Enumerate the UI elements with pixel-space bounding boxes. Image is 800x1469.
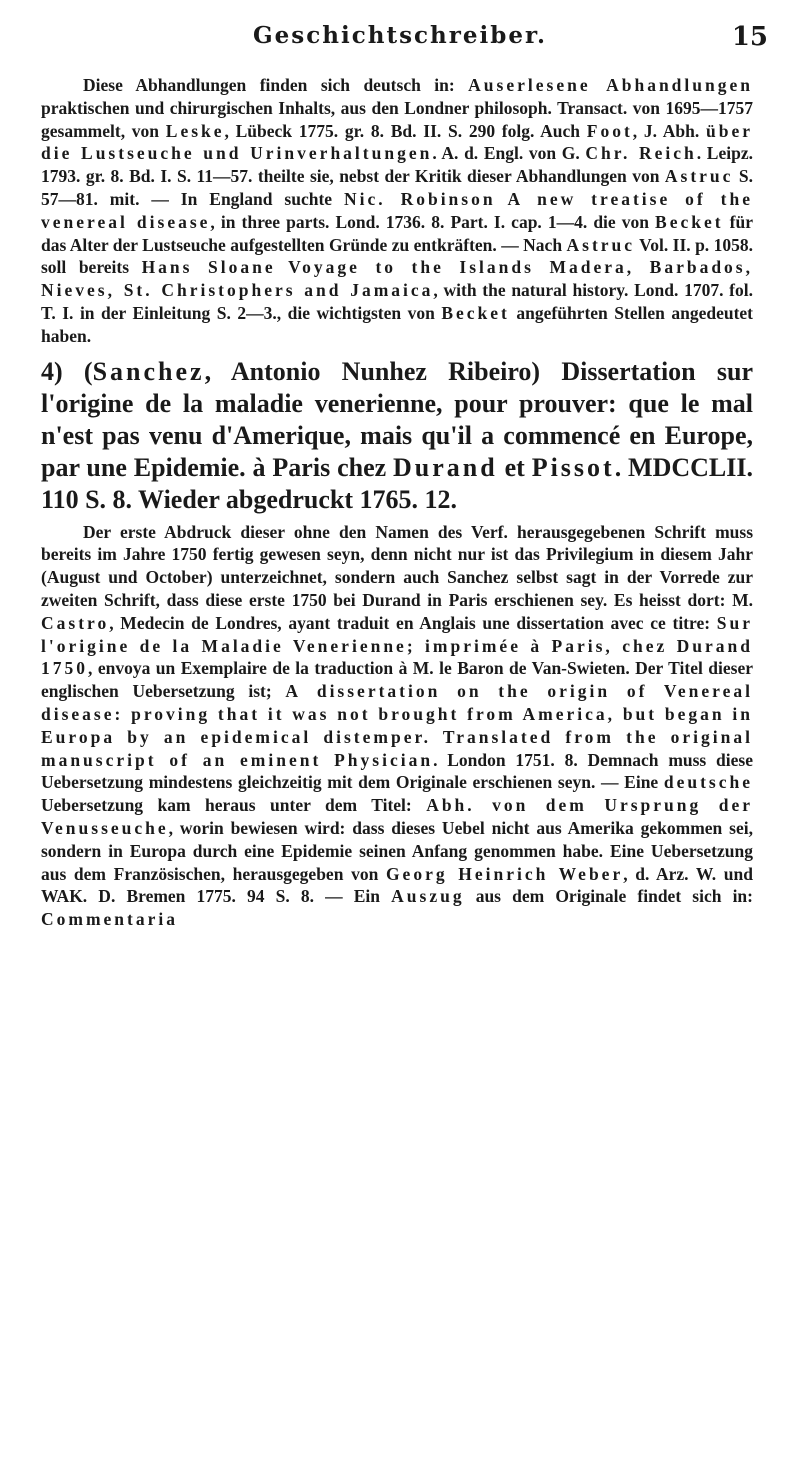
- spaced-text: über die Lustseuche und Urinverhaltungen: [41, 120, 753, 164]
- spaced-text: Pissot: [531, 452, 615, 482]
- spaced-text: A dissertation on the origin of Venereal disease: proving that it was not brought from America, but began in Europa by an epidemical distemper. Translated from the original manuscript of an eminent Physician: [41, 681, 753, 770]
- entry-title-sanchez: [41, 356, 753, 516]
- spaced-text: Georg Heinrich Weber: [385, 863, 624, 884]
- page-header: [0, 22, 800, 62]
- text-run: [276, 257, 289, 277]
- text-run: aus dem Originale findet sich in:: [464, 886, 753, 907]
- text-run: , worin bewiesen wird: dass dieses Uebel nicht aus Amerika gekommen sei, sondern in Europa durch eine Epidemie seinen Anfang genommen habe. Eine Uebersetzung aus dem Französischen, herausgegeben von: [41, 817, 753, 884]
- spaced-text: Hans Sloane: [141, 257, 276, 278]
- paragraph-abhandlungen: [41, 74, 753, 348]
- paragraph-erster-abdruck: [41, 521, 753, 931]
- text-run: Diese Abhandlungen finden sich deutsch in:: [83, 75, 469, 95]
- spaced-text: Astruc: [566, 234, 636, 255]
- text-run: , J. Abh.: [632, 120, 706, 141]
- spaced-text: deutsche: [663, 772, 753, 793]
- spaced-text: Foot: [586, 120, 633, 141]
- text-run: Uebersetzung kam heraus unter dem Titel:: [41, 795, 427, 816]
- text-run: , envoya un Exemplaire de la traduction à M. le Baron de Van-Swieten. Der Titel dieser englischen Uebersetzung ist;: [41, 658, 753, 702]
- text-run: Vol. II. p. 1058. soll bereits: [41, 234, 753, 278]
- text-run: Der erste Abdruck dieser ohne den Namen des Verf. herausgegebenen Schrift muss bereits im Jahre 1750 fertig gewesen seyn, denn nicht nur ist das Privilegium in diesem Jahr (August und October) unterzeichnet, sondern auch Sanchez selbst sagt in der Vorrede zur zweiten Schrift, dass diese erste 1750 bei Durand in Paris erschienen sey. Es heisst dort: M.: [41, 521, 753, 610]
- spaced-text: A new treatise of the venereal disease: [41, 188, 754, 232]
- text-run: , with the natural history. Lond. 1707. fol. T. I. in der Einleitung S. 2—3., die wichtigsten von: [41, 280, 753, 323]
- running-title: Geschichtschreiber.: [253, 22, 547, 49]
- text-run: praktischen und chirurgischen Inhalts, aus den Londner philosoph. Transact. von 1695—1757 gesammelt, von: [41, 97, 753, 141]
- text-run: . Leipz. 1793. gr. 8. Bd. I. S. 11—57. theilte sie, nebst der Kritik dieser Abhandlungen von: [41, 143, 753, 187]
- text-run: , Antonio Nunhez Ribeiro) Dissertation sur l'origine de la maladie venerienne, pour prouver: que le mal n'est pas venu d'Amerique, mais qu'il a commencé en Europe, par une Epidemie. à Paris chez: [41, 356, 753, 482]
- text-run: , in three parts. Lond. 1736. 8. Part. I. cap. 1—4. die von: [210, 211, 656, 232]
- text-run: angeführten Stellen angedeutet haben.: [41, 302, 753, 346]
- text-run: . A. d. Engl. von G.: [432, 143, 586, 164]
- text-run: S. 57—81. mit. — In England suchte: [41, 166, 753, 209]
- spaced-text: Auszug: [391, 886, 465, 907]
- spaced-text: Castro: [41, 612, 110, 633]
- spaced-text: Chr. Reich: [585, 143, 697, 164]
- text-run: . London 1751. 8. Demnach muss diese Uebersetzung mindestens gleichzeitig mit dem Originale erschienen seyn. — Eine: [41, 749, 753, 793]
- text-run: , Medecin de Londres, ayant traduit en Anglais une dissertation avec ce titre:: [109, 612, 717, 633]
- spaced-text: Leske: [165, 120, 225, 141]
- text-run: et: [497, 452, 532, 482]
- text-run: für das Alter der Lustseuche aufgestellten Gründe zu entkräften. — Nach: [41, 211, 753, 255]
- spaced-text: Becket: [655, 211, 724, 232]
- text-run: , Lübeck 1775. gr. 8. Bd. II. S. 290 folg. Auch: [224, 120, 587, 141]
- spaced-text: Astruc: [664, 166, 734, 187]
- page-body: [41, 74, 753, 931]
- spaced-text: Abh. von dem Ursprung der Venusseuche: [41, 795, 753, 838]
- text-run: . MDCCLII. 110 S. 8. Wieder abgedruckt 1765. 12.: [41, 452, 754, 514]
- spaced-text: Sur l'origine de la Maladie Venerienne; imprimée à Paris, chez Durand 1750: [41, 612, 753, 679]
- spaced-text: Auserlesene Abhandlungen: [468, 75, 753, 95]
- spaced-text: Voyage to the Islands Madera, Barbados, Nieves, St. Christophers and Jamaica: [41, 257, 753, 301]
- text-run: 4) (: [41, 356, 93, 386]
- page-number: 15: [731, 22, 768, 52]
- spaced-text: Sanchez: [92, 356, 205, 386]
- spaced-text: Nic. Robinson: [344, 188, 496, 209]
- spaced-text: Becket: [441, 302, 510, 323]
- spaced-text: Commentaria: [41, 909, 179, 930]
- spaced-text: Durand: [393, 452, 498, 482]
- text-run: , d. Arz. W. und WAK. D. Bremen 1775. 94 S. 8. — Ein: [41, 863, 753, 907]
- text-run: [496, 189, 508, 209]
